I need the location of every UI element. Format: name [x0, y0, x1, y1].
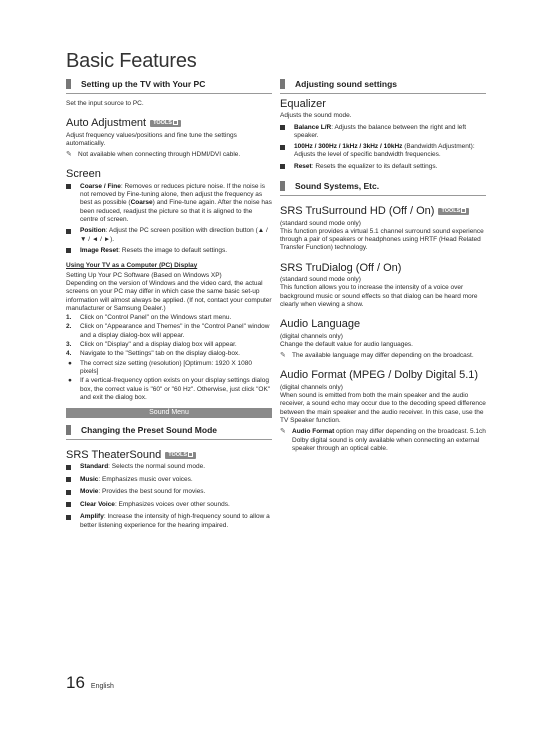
list-item-text: Position: Adjust the PC screen position with direction button (▲ / ▼ / ◄ / ►). — [80, 227, 268, 243]
audio-language-heading — [280, 318, 486, 331]
list-item-text: Reset: Resets the equalizer to its default settings. — [294, 162, 438, 170]
trusurround-text: This function provides a virtual 5.1 channel surround sound experience through a pair of speakers or headphones using HRTF (Head Related Transfer Function) technology. — [280, 227, 484, 252]
square-bullet-icon — [66, 183, 80, 224]
section-title: Sound Systems, Etc. — [295, 181, 380, 192]
note-text: The available language may differ depending on the broadcast. — [292, 352, 474, 360]
list-item — [66, 476, 272, 486]
list-item — [66, 227, 272, 244]
section-header-adjusting — [280, 79, 486, 94]
step-text: Navigate to the "Settings" tab on the display dialog-box. — [80, 350, 240, 358]
trusurround-heading — [280, 205, 486, 218]
section-title: Changing the Preset Sound Mode — [81, 424, 218, 435]
square-bullet-icon — [66, 247, 80, 257]
trudialog-heading — [280, 261, 486, 274]
list-item-text: Music: Emphasizes music over voices. — [80, 475, 193, 483]
audio-language-subtitle: (digital channels only) — [280, 332, 343, 340]
dot-item — [66, 377, 272, 402]
audio-format-subtitle: (digital channels only) — [280, 383, 343, 391]
list-item-text: Standard: Selects the normal sound mode. — [80, 463, 206, 471]
step-item — [66, 323, 272, 340]
note-text: Not available when connecting through HDMI/DVI cable. — [78, 151, 241, 159]
dot-text: The correct size setting (resolution) [Optimum: 1920 X 1080 pixels] — [80, 359, 252, 375]
audio-format-heading — [280, 369, 486, 382]
heading-text: SRS TruSurround HD (Off / On) — [280, 205, 435, 218]
square-bullet-icon — [66, 463, 80, 473]
section-title: Adjusting sound settings — [295, 78, 397, 89]
trudialog-text: This function allows you to increase the intensity of a voice over background music or sound effects so that dialog can be heard more clearly when viewing a show. — [280, 284, 478, 308]
step-text: Click on "Control Panel" on the Windows start menu. — [80, 314, 232, 322]
equalizer-heading — [280, 100, 486, 108]
list-item — [66, 247, 272, 257]
list-item — [66, 513, 272, 530]
dot-text: If a vertical-frequency option exists on your display settings dialog box, the correct value is "60" or "60 Hz". Otherwise, just click "OK" and exit the dialog box. — [80, 377, 271, 401]
heading-text: Audio Language — [280, 318, 361, 331]
note — [280, 352, 486, 360]
tools-icon: TOOLS — [150, 120, 181, 127]
list-item-text: Amplify: Increase the intensity of high-frequency sound to allow a better listening experience for the hearing impaired. — [80, 513, 270, 529]
step-item — [66, 350, 272, 358]
list-item-text: 100Hz / 300Hz / 1kHz / 3kHz / 10kHz (Bandwidth Adjustment): Adjusts the level of specific bandwidth frequencies. — [294, 143, 475, 159]
list-item-text: Clear Voice: Emphasizes voices over other sounds. — [80, 500, 230, 508]
audio-language-text: Change the default value for audio languages. — [280, 340, 413, 348]
section-bar — [280, 79, 285, 89]
pc-display-intro: Depending on the version of Windows and the video card, the actual screens on your PC may differ in which case the same basic set-up information will almost always be applied. (If not, contact your computer manufacturer or Samsung Dealer.) — [66, 279, 272, 312]
trudialog-subtitle: (standard sound mode only) — [280, 276, 361, 284]
heading-text: Equalizer — [280, 98, 326, 110]
section-header-preset — [66, 425, 272, 440]
tools-icon: TOOLS — [165, 452, 196, 459]
list-item — [66, 488, 272, 498]
square-bullet-icon — [66, 501, 80, 511]
section-bar — [66, 79, 71, 89]
screen-heading — [66, 168, 272, 181]
step-number: 4. — [66, 350, 72, 358]
heading-text: Audio Format (MPEG / Dolby Digital 5.1) — [280, 369, 479, 382]
step-item — [66, 341, 272, 349]
step-text: Click on "Appearance and Themes" in the "Control Panel" window and a display dialog-box will appear. — [80, 323, 270, 339]
trusurround-subtitle: (standard sound mode only) — [280, 219, 361, 227]
section-header-sound-systems — [280, 181, 486, 196]
list-item-text: Movie: Provides the best sound for movies. — [80, 488, 206, 496]
right-column — [280, 79, 486, 453]
dot-bullet-icon: ● — [68, 377, 72, 385]
list-item — [280, 143, 486, 160]
sound-menu-band: Sound Menu — [66, 408, 272, 418]
heading-text: Auto Adjustment — [66, 117, 147, 130]
step-item — [66, 314, 272, 322]
list-item-text: Balance L/R: Adjusts the balance between the right and left speaker. — [294, 123, 467, 139]
note-pen-icon: ✎ — [66, 151, 72, 159]
note — [280, 428, 486, 453]
pc-display-heading: Using Your TV as a Computer (PC) Display — [66, 262, 198, 270]
square-bullet-icon — [280, 163, 294, 173]
step-text: Click on "Display" and a display dialog box will appear. — [80, 341, 237, 349]
list-item-text: Image Reset: Resets the image to default settings. — [80, 246, 228, 254]
square-bullet-icon — [66, 513, 80, 530]
section-bar — [280, 181, 285, 191]
square-bullet-icon — [66, 476, 80, 486]
list-item — [280, 163, 486, 173]
pc-display-intro: Setting Up Your PC Software (Based on Windows XP) — [66, 271, 222, 279]
list-item — [66, 501, 272, 511]
auto-adjustment-heading — [66, 117, 272, 130]
heading-text: SRS TheaterSound — [66, 449, 162, 462]
page-number: 16 — [66, 673, 85, 692]
square-bullet-icon — [280, 143, 294, 160]
audio-format-text: When sound is emitted from both the main speaker and the audio receiver, a sound echo may occur due to the decoding speed difference between the main speaker and the audio receiver. In this case, use the TV Speaker function. — [280, 392, 486, 424]
list-item — [280, 124, 486, 141]
list-item — [66, 463, 272, 473]
step-number: 2. — [66, 323, 72, 331]
section-bar — [66, 425, 71, 435]
left-column — [66, 79, 272, 530]
heading-text: SRS TruDialog (Off / On) — [280, 261, 402, 274]
dot-bullet-icon: ● — [68, 359, 72, 367]
srs-theatersound-heading — [66, 449, 272, 462]
section-header-setup — [66, 79, 272, 94]
list-item-text: Coarse / Fine: Removes or reduces picture noise. If the noise is not removed by Fine-tuning alone, then adjust the frequency as best as possible (Coarse) and Fine-tune again. After the noise has been reduced, readjust the picture so that it is aligned to the centre of screen. — [80, 182, 272, 223]
setup-intro: Set the input source to PC. — [66, 100, 144, 107]
note-text: Audio Format option may differ depending on the broadcast. 5.1ch Dolby digital sound is only available when connecting an external speaker through an optical cable. — [292, 428, 486, 452]
section-title: Setting up the TV with Your PC — [81, 78, 206, 89]
page-language: English — [90, 683, 114, 690]
page-title: Basic Features — [66, 50, 197, 72]
equalizer-text: Adjusts the sound mode. — [280, 112, 352, 120]
note — [66, 151, 272, 159]
note-pen-icon: ✎ — [280, 352, 286, 360]
dot-item — [66, 360, 272, 377]
step-number: 3. — [66, 341, 72, 349]
heading-text: Screen — [66, 168, 101, 181]
note-pen-icon: ✎ — [280, 428, 286, 436]
step-number: 1. — [66, 314, 72, 322]
square-bullet-icon — [66, 227, 80, 244]
list-item — [66, 183, 272, 224]
auto-adjustment-text: Adjust frequency values/positions and fine tune the settings automatically. — [66, 131, 237, 147]
tools-icon: TOOLS — [438, 208, 469, 215]
page-footer — [66, 673, 114, 693]
square-bullet-icon — [66, 488, 80, 498]
square-bullet-icon — [280, 124, 294, 141]
